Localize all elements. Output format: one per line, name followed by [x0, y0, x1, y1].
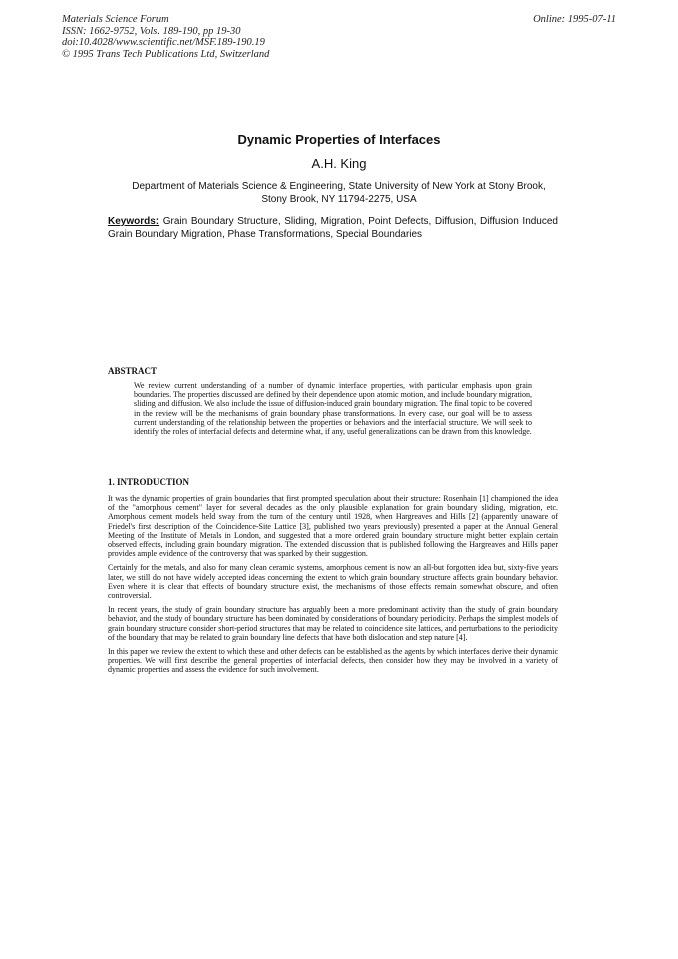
- introduction-heading: 1. INTRODUCTION: [108, 477, 190, 487]
- keywords-text: Grain Boundary Structure, Sliding, Migration, Point Defects, Diffusion, Diffusion Induced Grain Boundary Migration, Phase Transformations, Special Boundaries: [108, 216, 558, 240]
- keywords: [108, 215, 558, 241]
- doi-line[interactable]: doi:10.4028/www.scientific.net/MSF.189-190.19: [62, 37, 265, 49]
- intro-paragraph-3: In recent years, the study of grain boundary structure has arguably been a more predominant activity than the study of grain boundary behavior, and the study of boundary structure has been dominated by considerations of boundary periodicity. Perhaps the simplest models of grain boundary structure consider short-period structures that may be related to coincidence site lattices, and perturbations to the periodicity of the boundary that may be related to grain boundary line defects that have both dislocation and step nature [4].: [108, 605, 558, 642]
- issn-line: ISSN: 1662-9752, Vols. 189-190, pp 19-30: [62, 25, 241, 37]
- introduction-body: [108, 494, 558, 680]
- abstract-heading: ABSTRACT: [108, 366, 158, 376]
- copyright-line: © 1995 Trans Tech Publications Ltd, Switzerland: [62, 48, 270, 60]
- intro-paragraph-4: In this paper we review the extent to which these and other defects can be established as the agents by which interfaces derive their dynamic properties. We will first describe the general properties of interfacial defects, then consider how they may be involved in a variety of dynamic properties and assess the evidence for such involvement.: [108, 647, 558, 675]
- affiliation: [100, 180, 578, 206]
- online-date: Online: 1995-07-11: [533, 14, 616, 25]
- intro-paragraph-2: Certainly for the metals, and also for many clean ceramic systems, amorphous cement is now an all-but forgotten idea but, sixty-five years later, we still do not have widely accepted ideas concerning the extent to which grain boundary structure affects grain boundary behavior. Even where it is clear that effects of boundary structure exist, the mechanisms of those effects remain somewhat obscure, and often controversial.: [108, 563, 558, 601]
- paper-author: A.H. King: [311, 156, 367, 171]
- affiliation-line-1: Department of Materials Science & Engineering, State University of New York at Stony Brook,: [132, 181, 546, 192]
- affiliation-line-2: Stony Brook, NY 11794-2275, USA: [261, 194, 417, 205]
- abstract-body: We review current understanding of a number of dynamic interface properties, with particular emphasis upon grain boundaries. The properties discussed are defined by their dependence upon atomic motion, and include boundary migration, sliding and diffusion. We also include the issue of diffusion-induced grain boundary migration. The final topic to be covered in the review will be the mechanisms of grain boundary phase transformations. In every case, our goal will be to assess current understanding of the relationship between the properties or behaviors and the interfacial structure. We will seek to identify the roles of interfacial defects and determine what, if any, useful generalizations can be drawn from this knowledge.: [134, 381, 532, 437]
- keywords-label: Keywords:: [108, 216, 160, 227]
- paper-title: Dynamic Properties of Interfaces: [237, 132, 441, 147]
- intro-paragraph-1: It was the dynamic properties of grain boundaries that first prompted speculation about their structure: Rosenhain [1] championed the idea of the "amorphous cement" layer for several decades as the only plausible explanation for grain boundary sliding, migration, etc. Amorphous cement models held sway from the turn of the century until 1928, when Hargreaves and Hills [2] (apparently unaware of Friedel's first description of the Coincidence-Site Lattice [3], published two years previously) presented a paper at the Annual General Meeting of the Institute of Metals in London, and suggested that a more ordered grain boundary structure might better explain certain observed effects, including grain boundary migration. The extended discussion that is published following the Hargreaves and Hills paper provides ample evidence of the controversy that was sparked by their suggestion.: [108, 494, 558, 559]
- journal-name: Materials Science Forum: [62, 14, 169, 25]
